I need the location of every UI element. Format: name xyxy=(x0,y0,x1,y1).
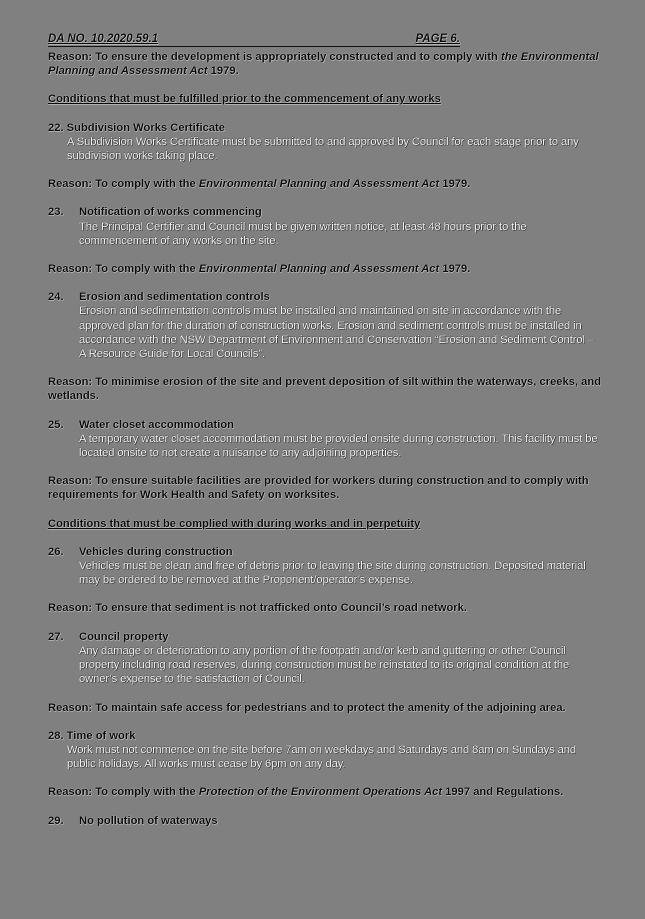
condition-reason: Reason: To maintain safe access for pedestrians and to protect the amenity of the adjoining area. xyxy=(48,701,566,714)
page-number: PAGE 6. xyxy=(415,33,460,45)
reason-suffix: 1997 and Regulations. xyxy=(442,786,564,799)
condition-title: Subdivision Works Certificate xyxy=(66,121,225,134)
condition-number: 24. xyxy=(48,291,64,304)
condition-heading xyxy=(48,630,603,644)
condition-heading xyxy=(48,205,603,219)
page-header xyxy=(48,33,460,47)
condition-reason xyxy=(48,177,603,191)
condition-body: A temporary water closet accommodation must be provided onsite during construction. This facility must be located onsite to not create a nuisance to any adjoining properties. xyxy=(79,432,598,460)
intro-reason xyxy=(48,50,603,78)
condition-title: Notification of works commencing xyxy=(79,206,262,219)
reason-suffix: 1979. xyxy=(439,263,471,276)
condition-body: Work must not commence on the site before 7am on weekdays and Saturdays and 8am on Sundays and public holidays. All works must cease by 6pm on any day. xyxy=(67,743,577,771)
condition-body: The Principal Certifier and Council must be given written notice, at least 48 hours prior to the commencement of any works on the site. xyxy=(79,220,527,247)
condition-title: Erosion and sedimentation controls xyxy=(79,291,270,304)
act-name: Environmental Planning and Assessment Act xyxy=(198,263,440,276)
condition-body: Any damage or deterioration to any portion of the footpath and/or kerb and guttering or other Council property including road reserves, during construction must be reinstated to its original condition at the owner’s expense to the satisfaction of Council. xyxy=(79,644,570,686)
section-heading-prior: Conditions that must be fulfilled prior to the commencement of any works xyxy=(48,93,441,106)
condition-body: Vehicles must be clean and free of debris prior to leaving the site during construction. Deposited material may be ordered to be removed at the Proponent/operator’s expense. xyxy=(79,560,586,587)
condition-24 xyxy=(48,290,603,361)
condition-number: 22. xyxy=(48,121,64,134)
section-heading-during: Conditions that must be complied with during works and in perpetuity xyxy=(48,517,421,530)
condition-reason: Reason: To ensure suitable facilities are provided for workers during construction and to comply with requirements for Work Health and Safety on worksites. xyxy=(48,475,589,502)
condition-heading xyxy=(48,545,603,559)
reason-suffix: 1979. xyxy=(439,178,471,191)
act-name: Environmental Planning and Assessment Act xyxy=(198,178,440,191)
condition-22 xyxy=(48,121,603,164)
condition-body: A Subdivision Works Certificate must be submitted to and approved by Council for each stage prior to any subdivision works taking place. xyxy=(67,135,579,163)
act-name: Protection of the Environment Operations Act xyxy=(198,786,443,799)
condition-heading xyxy=(48,290,603,304)
condition-28 xyxy=(48,729,603,772)
reason-suffix: 1979. xyxy=(207,65,239,78)
condition-26 xyxy=(48,545,603,588)
condition-reason: Reason: To minimise erosion of the site and prevent deposition of silt within the waterways, creeks, and wetlands. xyxy=(48,376,602,403)
condition-number: 27. xyxy=(48,630,64,643)
condition-number: 25. xyxy=(48,418,64,431)
reason-text: Reason: To ensure the development is appropriately constructed and to comply with xyxy=(48,51,501,63)
act-name: the Environmental Planning and Assessment Act xyxy=(48,51,599,78)
condition-title: No pollution of waterways xyxy=(79,814,218,827)
condition-body: Erosion and sedimentation controls must be installed and maintained on site in accordance with the approved plan for the duration of construction works. Erosion and sediment controls must be installed in accordance with the NSW Department of Environment and Conservation “Erosion and Sediment Control – A Resource Guide for Local Councils”. xyxy=(79,305,595,361)
condition-29 xyxy=(48,814,603,828)
document-page xyxy=(48,33,603,828)
condition-number: 29. xyxy=(48,814,64,827)
reason-text: Reason: To comply with the xyxy=(48,786,199,799)
condition-reason xyxy=(48,785,603,799)
condition-27 xyxy=(48,630,603,687)
condition-number: 26. xyxy=(48,545,64,558)
condition-title: Water closet accommodation xyxy=(79,418,235,431)
condition-title: Time of work xyxy=(66,729,136,742)
condition-25 xyxy=(48,418,603,461)
condition-23 xyxy=(48,205,603,248)
condition-heading xyxy=(48,729,603,743)
condition-reason: Reason: To ensure that sediment is not trafficked onto Council’s road network. xyxy=(48,602,467,615)
condition-reason xyxy=(48,262,603,276)
reason-text: Reason: To comply with the xyxy=(48,263,199,276)
condition-title: Council property xyxy=(79,630,169,643)
da-number: DA NO. 10.2020.59.1 xyxy=(48,33,159,45)
reason-text: Reason: To comply with the xyxy=(48,178,199,191)
condition-heading xyxy=(48,418,603,432)
condition-title: Vehicles during construction xyxy=(79,545,233,558)
condition-heading xyxy=(48,121,603,135)
condition-number: 28. xyxy=(48,729,64,742)
condition-number: 23. xyxy=(48,206,64,219)
condition-heading xyxy=(48,814,603,828)
